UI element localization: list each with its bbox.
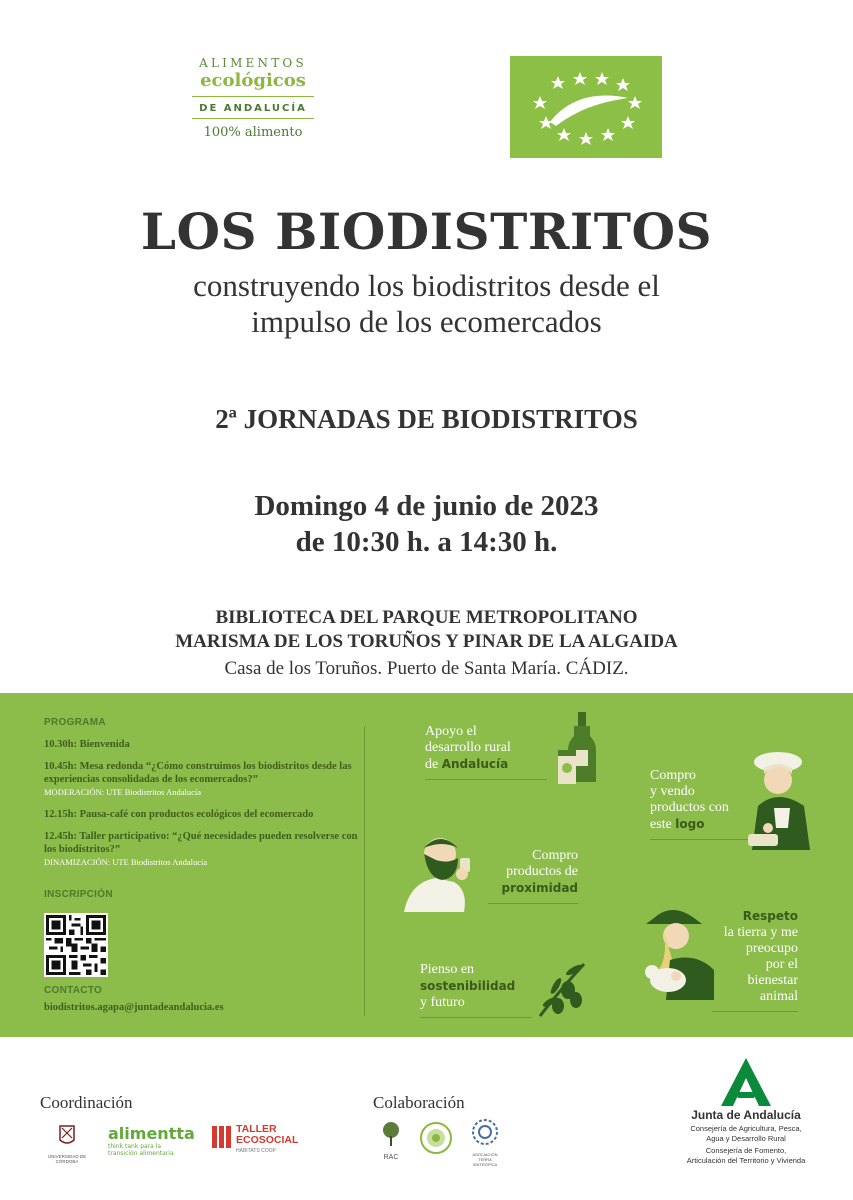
programa-item-text: 10.45h: Mesa redonda “¿Cómo construimos los biodistritos desde las experiencias consolidadas de los ecomercados?” xyxy=(44,761,352,785)
feature-text: y vendo xyxy=(650,784,695,799)
olive-branch-icon xyxy=(536,960,588,1024)
programa-item-text: 10.30h: Bienvenida xyxy=(44,739,130,750)
event-date xyxy=(0,488,853,560)
brand-line3: DE ANDALUCÍA xyxy=(199,103,307,114)
brand-line2: ecológicos xyxy=(200,70,306,91)
subtitle xyxy=(0,268,853,340)
subtitle-line1: construyendo los biodistritos desde el xyxy=(193,268,660,303)
alimentta-tag1: think tank para la xyxy=(108,1143,162,1150)
feature-text: productos con xyxy=(650,800,729,815)
junta-andalucia-logo xyxy=(676,1058,816,1166)
programa-item xyxy=(44,808,366,821)
programa-heading: PROGRAMA xyxy=(44,717,106,728)
taller-line2: ECOSOCIAL xyxy=(236,1134,299,1146)
feature-text: Pienso en xyxy=(420,962,475,977)
venue-line2: MARISMA DE LOS TORUÑOS Y PINAR DE LA ALGAIDA xyxy=(175,631,678,652)
feature-apoyo xyxy=(425,724,547,780)
feature-text: Respeto xyxy=(742,909,798,923)
feature-respeto xyxy=(712,908,798,1012)
rac-tree-icon xyxy=(376,1120,406,1150)
feature-text: animal xyxy=(759,989,798,1004)
contacto-section xyxy=(44,984,366,1014)
colaboracion-label: Colaboración xyxy=(373,1093,465,1112)
programa-item xyxy=(44,760,366,799)
contacto-email[interactable]: biodistritos.agapa@juntadeandalucia.es xyxy=(44,1002,224,1013)
bearded-man-icon xyxy=(404,832,486,916)
feature-text: por el xyxy=(765,957,798,972)
band-divider xyxy=(364,726,365,1016)
feature-proximidad xyxy=(488,848,578,904)
brand-rule-2 xyxy=(192,118,314,119)
terra-spiral-icon xyxy=(466,1118,504,1148)
contacto-heading: CONTACTO xyxy=(44,985,103,996)
feature-text: Compro xyxy=(650,768,696,783)
feature-text: sostenibilidad xyxy=(420,979,516,993)
farmer-with-lamb-icon xyxy=(640,906,722,1006)
inscripcion-section xyxy=(44,888,366,910)
brand-rule xyxy=(192,96,314,97)
feature-text: este logo xyxy=(650,817,705,832)
feature-text: productos de xyxy=(506,864,578,879)
junta-line3: Consejería de Fomento, xyxy=(705,1146,787,1155)
feature-sostenibilidad xyxy=(420,962,532,1018)
taller-icon xyxy=(212,1126,232,1148)
feature-text: y futuro xyxy=(420,995,465,1010)
feature-text: desarrollo rural xyxy=(425,740,511,755)
alimentos-ecologicos-logo xyxy=(188,56,318,140)
terra-text: ASOCIACIÓN TERRA SINTRÓPICA xyxy=(472,1152,498,1167)
programa-item-text: 12.15h: Pausa-café con productos ecológicos del ecomercado xyxy=(44,809,314,820)
junta-line4: Articulación del Territorio y Vivienda xyxy=(686,1156,806,1165)
junta-a-icon xyxy=(721,1058,771,1106)
taller-line3: HÁBITATS COOP xyxy=(236,1148,276,1154)
rac-logo xyxy=(376,1120,406,1161)
uco-logo xyxy=(40,1124,94,1164)
terra-sintropica-logo xyxy=(466,1118,504,1167)
seal-logo xyxy=(420,1122,452,1158)
edition-heading: 2ª JORNADAS DE BIODISTRITOS xyxy=(215,404,638,434)
alimentta-logo xyxy=(108,1124,196,1157)
uco-text: UNIVERSIDAD DE CÓRDOBA xyxy=(47,1154,87,1164)
feature-text: proximidad xyxy=(501,881,578,895)
programa-item-note: DINAMIZACIÓN: UTE Biodistritos Andalucía xyxy=(44,857,208,867)
page-title: LOS BIODISTRITOS xyxy=(140,202,713,261)
olive-oil-bottle-icon xyxy=(556,710,600,788)
feature-text: Apoyo el xyxy=(425,724,477,739)
feature-text: Compro xyxy=(532,848,578,863)
junta-line2: Agua y Desarrollo Rural xyxy=(706,1134,786,1143)
venue-line1: BIBLIOTECA DEL PARQUE METROPOLITANO xyxy=(215,607,638,628)
taller-line1: TALLER xyxy=(236,1123,277,1135)
subtitle-line2: impulso de los ecomercados xyxy=(251,304,602,339)
alimentta-name: alimentta xyxy=(108,1124,195,1143)
date-line2: de 10:30 h. a 14:30 h. xyxy=(295,526,558,558)
alimentta-tag2: transición alimentaria xyxy=(108,1150,174,1157)
feature-compro-vendo xyxy=(650,768,762,840)
date-line1: Domingo 4 de junio de 2023 xyxy=(254,490,599,522)
venue-line3: Casa de los Toruños. Puerto de Santa María. CÁDIZ. xyxy=(224,658,629,679)
inscripcion-heading: INSCRIPCIÓN xyxy=(44,889,113,900)
vendor-woman-icon xyxy=(748,748,826,860)
qr-code-icon[interactable] xyxy=(44,913,108,977)
feature-text: de Andalucía xyxy=(425,757,509,772)
feature-text: la tierra y me xyxy=(723,925,798,940)
coordinacion-label: Coordinación xyxy=(40,1093,133,1112)
programa-item-note: MODERACIÓN: UTE Biodistritos Andalucía xyxy=(44,787,202,797)
programa-item xyxy=(44,830,366,869)
junta-line1: Consejería de Agricultura, Pesca, xyxy=(690,1124,802,1133)
rac-text: RAC xyxy=(383,1154,399,1161)
programa-item xyxy=(44,738,366,751)
brand-line1: ALIMENTOS xyxy=(199,56,307,70)
brand-line4: 100% alimento xyxy=(203,125,303,140)
programa-item-text: 12.45h: Taller participativo: “¿Qué necesidades pueden resolverse con los biodistritos?” xyxy=(44,831,358,855)
feature-text: preocupo xyxy=(745,941,798,956)
programa-section xyxy=(44,716,366,878)
eu-organic-leaf-icon xyxy=(510,56,662,158)
junta-title: Junta de Andalucía xyxy=(691,1108,801,1122)
feature-text: bienestar xyxy=(747,973,798,988)
